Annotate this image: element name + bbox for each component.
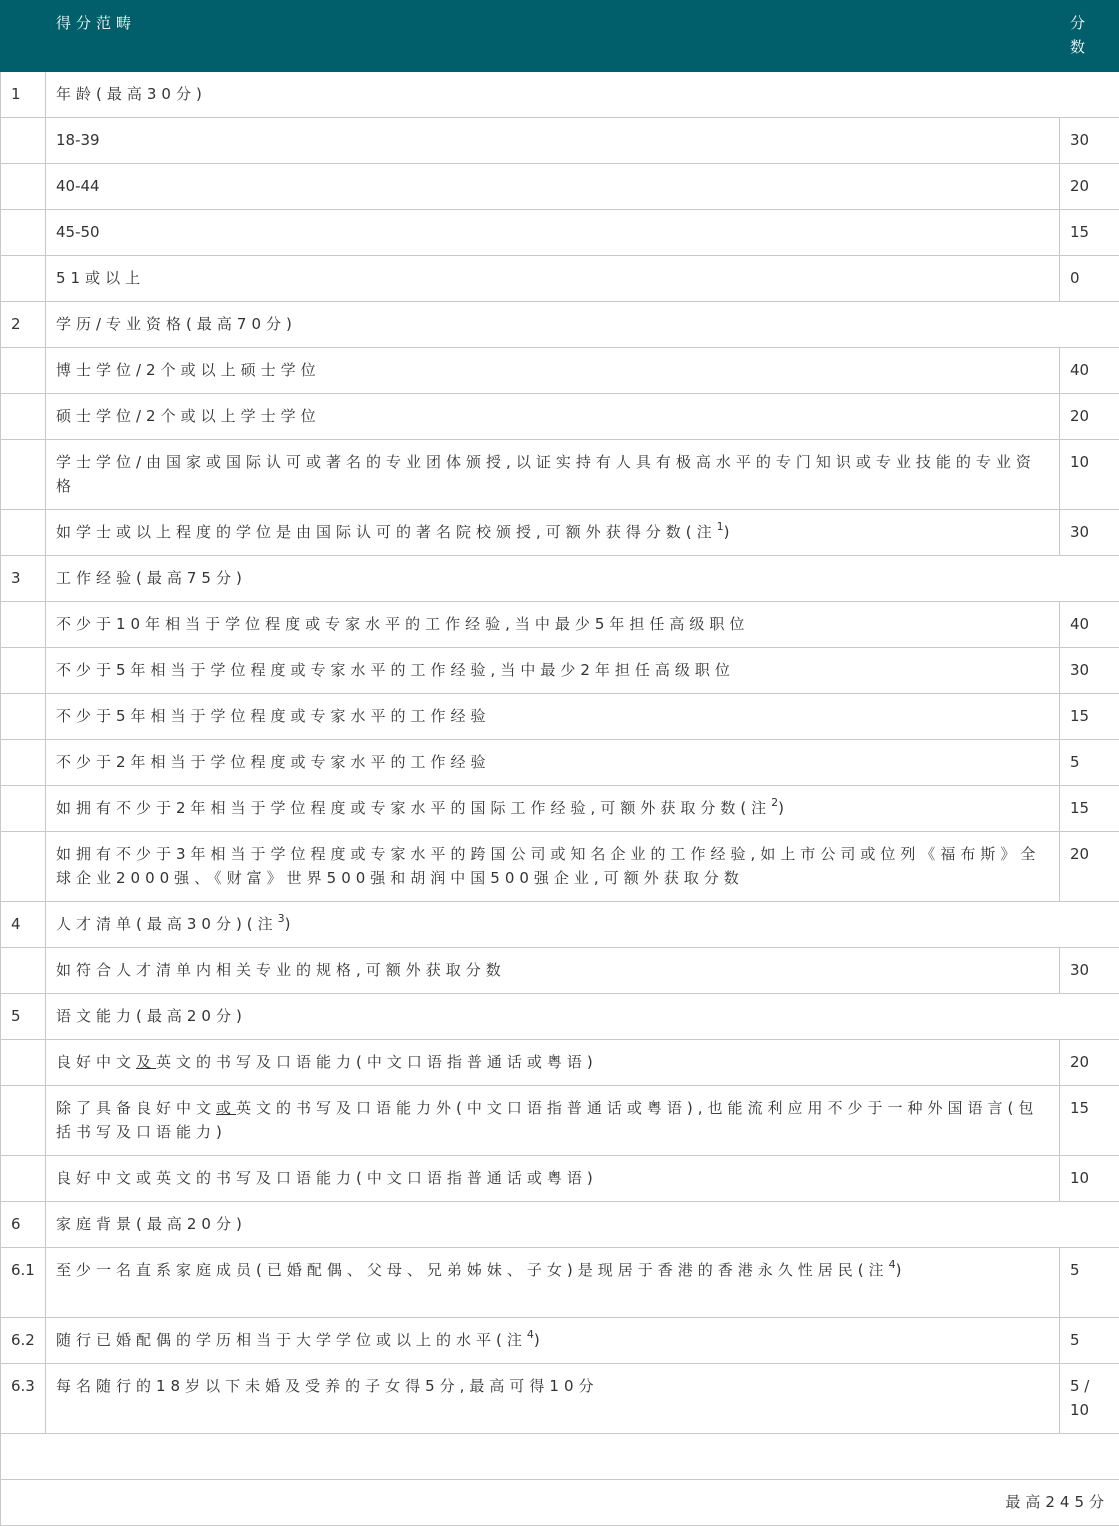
row-score: 30 (1060, 948, 1119, 994)
table-row (1, 832, 1119, 902)
table-row (1, 210, 1119, 256)
row-label: 良好中文及英文的书写及口语能力(中文口语指普通话或粤语) (46, 1040, 1060, 1086)
section-num: 1 (1, 72, 46, 118)
header-num (1, 1, 46, 72)
table-row (1, 440, 1119, 510)
table-row (1, 948, 1119, 994)
table-row (1, 1040, 1119, 1086)
table-row (1, 740, 1119, 786)
row-label: 如拥有不少于3年相当于学位程度或专家水平的跨国公司或知名企业的工作经验,如上市公司或位列《福布斯》全球企业2000强、《财富》世界500强和胡润中国500强企业,可额外获取分数 (46, 832, 1060, 902)
header-category: 得分范畴 (46, 1, 1060, 72)
row-label: 如学士或以上程度的学位是由国际认可的著名院校颁授,可额外获得分数(注$^1$) (46, 510, 1060, 556)
section-row-age (1, 72, 1119, 118)
section-row-work (1, 556, 1119, 602)
row-score: 10 (1060, 1156, 1119, 1202)
empty-cell (1, 740, 46, 786)
section-row-family (1, 1202, 1119, 1248)
table-row (1, 1086, 1119, 1156)
section-num: 2 (1, 302, 46, 348)
empty-cell (1, 602, 46, 648)
empty-cell (1, 1156, 46, 1202)
table-row (1, 394, 1119, 440)
row-label: 不少于10年相当于学位程度或专家水平的工作经验,当中最少5年担任高级职位 (46, 602, 1060, 648)
row-label: 学士学位/由国家或国际认可或著名的专业团体颁授,以证实持有人具有极高水平的专门知识或专业技能的专业资格 (46, 440, 1060, 510)
row-label: 如符合人才清单内相关专业的规格,可额外获取分数 (46, 948, 1060, 994)
row-label: 51或以上 (46, 256, 1060, 302)
section-row-language (1, 994, 1119, 1040)
row-score: 15 (1060, 1086, 1119, 1156)
footnote-ref: 4 (889, 1258, 896, 1271)
row-score: 15 (1060, 694, 1119, 740)
section-title: 语文能力(最高20分) (46, 994, 1119, 1040)
row-score: 20 (1060, 1040, 1119, 1086)
row-score: 30 (1060, 118, 1119, 164)
row-score: 40 (1060, 602, 1119, 648)
section-num: 4 (1, 902, 46, 948)
row-score: 5 (1060, 1248, 1119, 1318)
empty-cell (1, 256, 46, 302)
row-label: 45-50 (46, 210, 1060, 256)
empty-cell (1, 648, 46, 694)
row-score: 10 (1060, 440, 1119, 510)
row-label: 除了具备良好中文或英文的书写及口语能力外(中文口语指普通话或粤语),也能流利应用不少于一种外国语言(包括书写及口语能力) (46, 1086, 1060, 1156)
row-label: 每名随行的18岁以下未婚及受养的子女得5分,最高可得10分 (46, 1364, 1060, 1434)
table-row (1, 348, 1119, 394)
row-label: 硕士学位/2个或以上学士学位 (46, 394, 1060, 440)
row-score: 5 (1060, 740, 1119, 786)
row-label: 不少于2年相当于学位程度或专家水平的工作经验 (46, 740, 1060, 786)
row-label: 不少于5年相当于学位程度或专家水平的工作经验 (46, 694, 1060, 740)
table-row (1, 1248, 1119, 1318)
footnote-ref: 2 (771, 796, 778, 809)
table-row (1, 694, 1119, 740)
row-label: 如拥有不少于2年相当于学位程度或专家水平的国际工作经验,可额外获取分数(注$^2$) (46, 786, 1060, 832)
section-row-education (1, 302, 1119, 348)
footnote-ref: 4 (527, 1328, 534, 1341)
row-num: 6.1 (1, 1248, 46, 1318)
section-title: 学历/专业资格(最高70分) (46, 302, 1119, 348)
underlined-word: 或 (216, 1099, 236, 1117)
row-label: 至少一名直系家庭成员(已婚配偶、父母、兄弟姊妹、子女)是现居于香港的香港永久性居民(注$^4$) (46, 1248, 1060, 1318)
empty-cell (1, 440, 46, 510)
section-title: 年龄(最高30分) (46, 72, 1119, 118)
table-row (1, 118, 1119, 164)
header-row (1, 1, 1119, 72)
empty-cell (1, 348, 46, 394)
empty-cell (1, 210, 46, 256)
empty-cell (1, 394, 46, 440)
footnote-ref: 1 (717, 520, 724, 533)
section-row-talent (1, 902, 1119, 948)
total-label: 最高245分 (1005, 1493, 1109, 1511)
row-score: 15 (1060, 210, 1119, 256)
row-score: 40 (1060, 348, 1119, 394)
underlined-word: 及 (136, 1053, 156, 1071)
section-num: 3 (1, 556, 46, 602)
table-row (1, 164, 1119, 210)
section-num: 6 (1, 1202, 46, 1248)
row-label: 40-44 (46, 164, 1060, 210)
table-row (1, 602, 1119, 648)
table-row (1, 510, 1119, 556)
row-num: 6.3 (1, 1364, 46, 1434)
row-score: 20 (1060, 394, 1119, 440)
empty-cell (1, 832, 46, 902)
table-row (1, 1364, 1119, 1434)
footnote-ref: 3 (278, 912, 285, 925)
header-score: 分数 (1060, 1, 1119, 72)
empty-cell (1, 118, 46, 164)
row-score: 5 / 10 (1060, 1364, 1119, 1434)
table-row (1, 1156, 1119, 1202)
row-num: 6.2 (1, 1318, 46, 1364)
row-score: 20 (1060, 832, 1119, 902)
table-row (1, 786, 1119, 832)
row-label: 博士学位/2个或以上硕士学位 (46, 348, 1060, 394)
empty-cell (1, 948, 46, 994)
total-row (1, 1480, 1119, 1526)
section-title: 工作经验(最高75分) (46, 556, 1119, 602)
table-row (1, 1318, 1119, 1364)
empty-cell (1, 164, 46, 210)
section-title: 人才清单(最高30分)(注$^3$) (46, 902, 1119, 948)
row-score: 15 (1060, 786, 1119, 832)
row-label: 不少于5年相当于学位程度或专家水平的工作经验,当中最少2年担任高级职位 (46, 648, 1060, 694)
row-score: 30 (1060, 510, 1119, 556)
table-row (1, 256, 1119, 302)
empty-cell (1, 694, 46, 740)
total-cell (1, 1480, 1119, 1526)
blank-row (1, 1434, 1119, 1480)
section-num: 5 (1, 994, 46, 1040)
row-score: 30 (1060, 648, 1119, 694)
empty-cell (1, 510, 46, 556)
row-score: 20 (1060, 164, 1119, 210)
row-score: 0 (1060, 256, 1119, 302)
empty-cell (1, 1040, 46, 1086)
section-title: 家庭背景(最高20分) (46, 1202, 1119, 1248)
row-score: 5 (1060, 1318, 1119, 1364)
row-label: 良好中文或英文的书写及口语能力(中文口语指普通话或粤语) (46, 1156, 1060, 1202)
table-row (1, 648, 1119, 694)
row-label: 18-39 (46, 118, 1060, 164)
row-label: 随行已婚配偶的学历相当于大学学位或以上的水平(注$^4$) (46, 1318, 1060, 1364)
empty-cell (1, 786, 46, 832)
empty-cell (1, 1086, 46, 1156)
blank-cell (1, 1434, 1119, 1480)
